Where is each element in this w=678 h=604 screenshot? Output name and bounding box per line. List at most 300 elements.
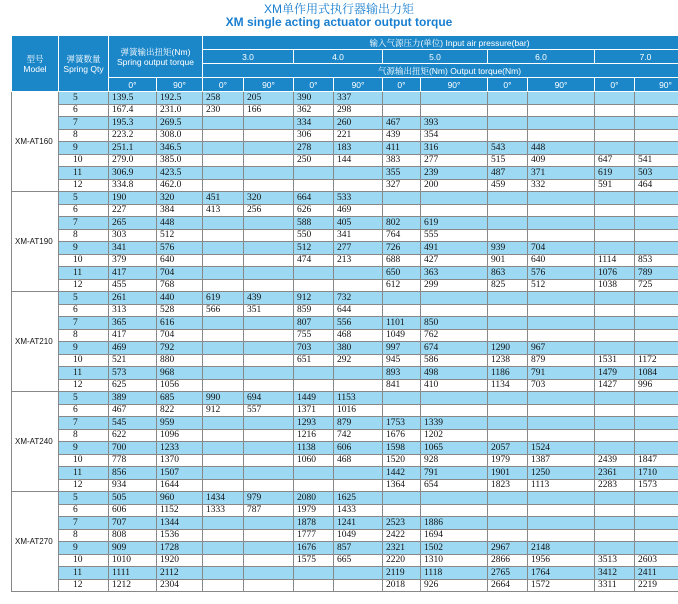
torque-cell: 619 bbox=[203, 292, 244, 305]
torque-cell bbox=[244, 317, 294, 330]
torque-cell bbox=[203, 354, 244, 367]
torque-cell: 371 bbox=[528, 167, 595, 180]
torque-cell: 787 bbox=[244, 504, 294, 517]
torque-cell: 1056 bbox=[157, 379, 203, 392]
torque-cell: 616 bbox=[157, 317, 203, 330]
torque-cell bbox=[203, 242, 244, 255]
torque-cell: 850 bbox=[421, 317, 488, 330]
torque-cell bbox=[244, 217, 294, 230]
table-row bbox=[12, 579, 678, 592]
table-row bbox=[12, 342, 678, 355]
torque-cell: 498 bbox=[421, 367, 488, 380]
torque-cell bbox=[421, 92, 488, 105]
torque-cell bbox=[595, 529, 635, 542]
torque-cell: 320 bbox=[244, 192, 294, 205]
torque-cell bbox=[294, 179, 334, 192]
angle-header-cell: 0° bbox=[383, 78, 421, 92]
torque-cell: 1449 bbox=[294, 392, 334, 405]
torque-cell bbox=[203, 217, 244, 230]
torque-cell: 1764 bbox=[528, 567, 595, 580]
torque-cell: 1502 bbox=[421, 542, 488, 555]
torque-cell: 732 bbox=[334, 292, 383, 305]
torque-cell: 413 bbox=[203, 204, 244, 217]
torque-cell bbox=[528, 417, 595, 430]
torque-cell: 260 bbox=[334, 117, 383, 130]
torque-cell bbox=[244, 542, 294, 555]
spring-qty-cell: 8 bbox=[59, 129, 109, 142]
torque-cell: 1238 bbox=[488, 354, 528, 367]
torque-cell bbox=[488, 517, 528, 530]
torque-cell: 912 bbox=[203, 404, 244, 417]
torque-cell: 512 bbox=[294, 242, 334, 255]
torque-cell: 467 bbox=[109, 404, 157, 417]
torque-cell: 341 bbox=[334, 229, 383, 242]
angle-header-cell: 90° bbox=[421, 78, 488, 92]
torque-cell: 299 bbox=[421, 279, 488, 292]
torque-cell bbox=[595, 117, 635, 130]
torque-cell bbox=[635, 392, 678, 405]
model-cell: XM-AT190 bbox=[12, 192, 59, 292]
spring-qty-cell: 11 bbox=[59, 367, 109, 380]
spring-qty-cell: 10 bbox=[59, 154, 109, 167]
torque-cell bbox=[595, 304, 635, 317]
torque-cell: 566 bbox=[203, 304, 244, 317]
torque-cell bbox=[635, 529, 678, 542]
spring-qty-cell: 10 bbox=[59, 254, 109, 267]
torque-cell: 550 bbox=[294, 229, 334, 242]
torque-cell bbox=[244, 254, 294, 267]
torque-cell bbox=[635, 442, 678, 455]
torque-cell: 1531 bbox=[595, 354, 635, 367]
torque-cell: 1920 bbox=[157, 554, 203, 567]
torque-cell bbox=[528, 317, 595, 330]
torque-cell: 250 bbox=[294, 154, 334, 167]
angle-header-cell: 0° bbox=[294, 78, 334, 92]
torque-cell: 505 bbox=[109, 492, 157, 505]
torque-cell bbox=[595, 517, 635, 530]
table-row bbox=[12, 542, 678, 555]
torque-cell: 417 bbox=[109, 267, 157, 280]
torque-cell: 1598 bbox=[383, 442, 421, 455]
torque-cell: 380 bbox=[334, 342, 383, 355]
torque-cell bbox=[421, 192, 488, 205]
torque-cell: 346.5 bbox=[157, 142, 203, 155]
table-row bbox=[12, 167, 678, 180]
torque-cell: 1434 bbox=[203, 492, 244, 505]
torque-cell: 1979 bbox=[294, 504, 334, 517]
torque-cell: 808 bbox=[109, 529, 157, 542]
torque-cell: 1010 bbox=[109, 554, 157, 567]
torque-cell bbox=[383, 204, 421, 217]
torque-cell bbox=[421, 292, 488, 305]
torque-cell: 1370 bbox=[157, 454, 203, 467]
torque-cell bbox=[203, 367, 244, 380]
torque-cell bbox=[488, 292, 528, 305]
torque-cell: 409 bbox=[528, 154, 595, 167]
torque-cell: 1507 bbox=[157, 467, 203, 480]
table-row bbox=[12, 354, 678, 367]
table-row bbox=[12, 279, 678, 292]
torque-cell: 2057 bbox=[488, 442, 528, 455]
torque-cell: 448 bbox=[157, 217, 203, 230]
torque-cell: 1111 bbox=[109, 567, 157, 580]
torque-cell bbox=[244, 279, 294, 292]
spring-qty-cell: 11 bbox=[59, 567, 109, 580]
torque-cell bbox=[244, 479, 294, 492]
torque-cell bbox=[203, 329, 244, 342]
torque-cell bbox=[203, 267, 244, 280]
torque-cell: 528 bbox=[157, 304, 203, 317]
torque-cell: 1371 bbox=[294, 404, 334, 417]
torque-cell: 363 bbox=[421, 267, 488, 280]
torque-cell: 968 bbox=[157, 367, 203, 380]
torque-cell bbox=[203, 254, 244, 267]
torque-cell: 362 bbox=[294, 104, 334, 117]
torque-cell bbox=[488, 529, 528, 542]
torque-cell: 462.0 bbox=[157, 179, 203, 192]
angle-header-cell: 90° bbox=[635, 78, 678, 92]
torque-cell: 1153 bbox=[334, 392, 383, 405]
torque-cell bbox=[528, 292, 595, 305]
torque-cell: 1065 bbox=[421, 442, 488, 455]
spring-qty-cell: 12 bbox=[59, 179, 109, 192]
torque-cell bbox=[528, 304, 595, 317]
angle-header-cell: 90° bbox=[157, 78, 203, 92]
torque-cell: 996 bbox=[635, 379, 678, 392]
torque-cell bbox=[334, 167, 383, 180]
torque-cell: 308.0 bbox=[157, 129, 203, 142]
torque-cell: 2321 bbox=[383, 542, 421, 555]
torque-cell bbox=[635, 129, 678, 142]
torque-cell: 654 bbox=[421, 479, 488, 492]
torque-cell bbox=[244, 367, 294, 380]
spring-qty-cell: 8 bbox=[59, 229, 109, 242]
torque-cell: 292 bbox=[334, 354, 383, 367]
torque-cell: 1216 bbox=[294, 429, 334, 442]
torque-cell: 573 bbox=[109, 367, 157, 380]
torque-cell: 700 bbox=[109, 442, 157, 455]
table-row bbox=[12, 442, 678, 455]
torque-cell bbox=[528, 429, 595, 442]
spring-qty-cell: 10 bbox=[59, 554, 109, 567]
torque-cell bbox=[635, 117, 678, 130]
torque-cell: 440 bbox=[157, 292, 203, 305]
torque-cell: 606 bbox=[109, 504, 157, 517]
table-row bbox=[12, 492, 678, 505]
table-row bbox=[12, 529, 678, 542]
torque-cell bbox=[595, 317, 635, 330]
pressure-header-cell: 6.0 bbox=[488, 50, 595, 64]
torque-cell: 467 bbox=[383, 117, 421, 130]
torque-cell bbox=[334, 367, 383, 380]
torque-cell: 2080 bbox=[294, 492, 334, 505]
torque-cell: 725 bbox=[635, 279, 678, 292]
torque-cell: 1060 bbox=[294, 454, 334, 467]
torque-cell bbox=[595, 129, 635, 142]
torque-cell: 334.8 bbox=[109, 179, 157, 192]
table-row bbox=[12, 404, 678, 417]
table-row bbox=[12, 192, 678, 205]
torque-cell: 912 bbox=[294, 292, 334, 305]
torque-cell: 469 bbox=[334, 204, 383, 217]
torque-cell: 2439 bbox=[595, 454, 635, 467]
torque-cell: 316 bbox=[421, 142, 488, 155]
torque-cell: 789 bbox=[635, 267, 678, 280]
torque-cell bbox=[244, 342, 294, 355]
angle-header-cell: 0° bbox=[109, 78, 157, 92]
torque-cell: 586 bbox=[421, 354, 488, 367]
table-row bbox=[12, 567, 678, 580]
torque-cell: 2967 bbox=[488, 542, 528, 555]
torque-cell: 626 bbox=[294, 204, 334, 217]
torque-cell bbox=[421, 392, 488, 405]
torque-cell bbox=[488, 492, 528, 505]
torque-cell: 619 bbox=[595, 167, 635, 180]
table-row bbox=[12, 142, 678, 155]
spring-qty-cell: 7 bbox=[59, 317, 109, 330]
torque-cell bbox=[635, 404, 678, 417]
torque-cell: 2866 bbox=[488, 554, 528, 567]
torque-cell bbox=[528, 529, 595, 542]
torque-cell bbox=[595, 329, 635, 342]
torque-cell: 468 bbox=[334, 329, 383, 342]
torque-cell: 625 bbox=[109, 379, 157, 392]
torque-cell: 320 bbox=[157, 192, 203, 205]
torque-cell: 1202 bbox=[421, 429, 488, 442]
torque-cell bbox=[421, 304, 488, 317]
table-row bbox=[12, 129, 678, 142]
torque-cell bbox=[421, 492, 488, 505]
torque-cell: 856 bbox=[109, 467, 157, 480]
spring-qty-cell: 12 bbox=[59, 279, 109, 292]
torque-cell bbox=[383, 92, 421, 105]
torque-cell bbox=[488, 392, 528, 405]
torque-cell bbox=[244, 167, 294, 180]
torque-cell: 792 bbox=[157, 342, 203, 355]
torque-cell bbox=[488, 229, 528, 242]
torque-cell: 859 bbox=[294, 304, 334, 317]
torque-cell bbox=[635, 542, 678, 555]
torque-cell: 576 bbox=[528, 267, 595, 280]
torque-cell: 640 bbox=[157, 254, 203, 267]
torque-cell: 2220 bbox=[383, 554, 421, 567]
torque-cell bbox=[595, 217, 635, 230]
torque-cell bbox=[488, 329, 528, 342]
torque-cell: 1344 bbox=[157, 517, 203, 530]
torque-cell bbox=[334, 479, 383, 492]
model-cell: XM-AT240 bbox=[12, 392, 59, 492]
torque-cell: 909 bbox=[109, 542, 157, 555]
torque-cell: 389 bbox=[109, 392, 157, 405]
torque-cell bbox=[203, 279, 244, 292]
torque-cell bbox=[203, 142, 244, 155]
torque-cell bbox=[528, 229, 595, 242]
torque-cell: 1694 bbox=[421, 529, 488, 542]
torque-cell: 704 bbox=[528, 242, 595, 255]
torque-cell: 651 bbox=[294, 354, 334, 367]
torque-cell bbox=[334, 379, 383, 392]
torque-cell: 166 bbox=[244, 104, 294, 117]
torque-cell bbox=[203, 454, 244, 467]
torque-cell: 1387 bbox=[528, 454, 595, 467]
torque-table bbox=[11, 35, 678, 592]
table-row bbox=[12, 417, 678, 430]
torque-cell bbox=[244, 579, 294, 592]
torque-cell: 555 bbox=[421, 229, 488, 242]
torque-cell: 3412 bbox=[595, 567, 635, 580]
table-row bbox=[12, 517, 678, 530]
torque-cell: 230 bbox=[203, 104, 244, 117]
torque-cell: 278 bbox=[294, 142, 334, 155]
table-row bbox=[12, 367, 678, 380]
torque-cell: 612 bbox=[383, 279, 421, 292]
torque-cell: 1138 bbox=[294, 442, 334, 455]
torque-cell: 644 bbox=[334, 304, 383, 317]
torque-cell: 1076 bbox=[595, 267, 635, 280]
torque-cell: 591 bbox=[595, 179, 635, 192]
torque-cell bbox=[334, 279, 383, 292]
torque-cell: 2523 bbox=[383, 517, 421, 530]
torque-cell bbox=[528, 329, 595, 342]
torque-cell: 863 bbox=[488, 267, 528, 280]
torque-cell: 2411 bbox=[635, 567, 678, 580]
torque-cell bbox=[488, 317, 528, 330]
spring-qty-cell: 9 bbox=[59, 142, 109, 155]
torque-cell bbox=[488, 429, 528, 442]
spring-qty-cell: 12 bbox=[59, 479, 109, 492]
torque-cell bbox=[595, 342, 635, 355]
torque-cell bbox=[595, 392, 635, 405]
torque-cell: 665 bbox=[334, 554, 383, 567]
torque-cell: 298 bbox=[334, 104, 383, 117]
torque-cell bbox=[294, 567, 334, 580]
torque-cell: 1901 bbox=[488, 467, 528, 480]
torque-cell: 459 bbox=[488, 179, 528, 192]
torque-cell: 269.5 bbox=[157, 117, 203, 130]
torque-cell: 619 bbox=[421, 217, 488, 230]
torque-cell: 901 bbox=[488, 254, 528, 267]
angle-header-cell: 0° bbox=[488, 78, 528, 92]
torque-cell bbox=[383, 504, 421, 517]
torque-cell bbox=[635, 104, 678, 117]
torque-cell: 764 bbox=[383, 229, 421, 242]
torque-cell: 778 bbox=[109, 454, 157, 467]
model-cell: XM-AT160 bbox=[12, 92, 59, 192]
table-row bbox=[12, 504, 678, 517]
torque-cell bbox=[203, 179, 244, 192]
spring-qty-cell: 5 bbox=[59, 392, 109, 405]
torque-cell bbox=[383, 304, 421, 317]
torque-cell bbox=[244, 554, 294, 567]
torque-cell: 533 bbox=[334, 192, 383, 205]
table-row bbox=[12, 454, 678, 467]
torque-cell bbox=[595, 104, 635, 117]
spring-qty-cell: 6 bbox=[59, 404, 109, 417]
table-row bbox=[12, 117, 678, 130]
torque-cell bbox=[635, 429, 678, 442]
torque-cell: 139.5 bbox=[109, 92, 157, 105]
torque-cell bbox=[595, 92, 635, 105]
torque-cell: 1956 bbox=[528, 554, 595, 567]
torque-cell: 1575 bbox=[294, 554, 334, 567]
torque-cell: 1084 bbox=[635, 367, 678, 380]
torque-cell: 239 bbox=[421, 167, 488, 180]
torque-cell: 556 bbox=[334, 317, 383, 330]
torque-cell bbox=[528, 492, 595, 505]
torque-cell: 704 bbox=[157, 267, 203, 280]
torque-cell bbox=[635, 217, 678, 230]
torque-cell: 1310 bbox=[421, 554, 488, 567]
torque-cell bbox=[488, 92, 528, 105]
torque-cell: 487 bbox=[488, 167, 528, 180]
torque-cell: 939 bbox=[488, 242, 528, 255]
torque-cell: 213 bbox=[334, 254, 383, 267]
torque-cell bbox=[635, 329, 678, 342]
torque-cell: 647 bbox=[595, 154, 635, 167]
title-chinese: XM单作用式执行器输出力矩 bbox=[263, 2, 414, 16]
torque-cell bbox=[244, 329, 294, 342]
torque-cell bbox=[383, 492, 421, 505]
torque-cell: 2603 bbox=[635, 554, 678, 567]
torque-cell bbox=[244, 179, 294, 192]
torque-cell: 1479 bbox=[595, 367, 635, 380]
torque-cell: 967 bbox=[528, 342, 595, 355]
torque-cell: 650 bbox=[383, 267, 421, 280]
torque-cell: 221 bbox=[334, 129, 383, 142]
torque-cell: 1520 bbox=[383, 454, 421, 467]
torque-cell bbox=[244, 242, 294, 255]
angle-header-cell: 0° bbox=[595, 78, 635, 92]
torque-cell: 195.3 bbox=[109, 117, 157, 130]
torque-cell: 427 bbox=[421, 254, 488, 267]
torque-cell: 1293 bbox=[294, 417, 334, 430]
torque-cell: 1777 bbox=[294, 529, 334, 542]
torque-cell: 1049 bbox=[334, 529, 383, 542]
table-body bbox=[12, 92, 678, 592]
torque-cell bbox=[244, 154, 294, 167]
torque-cell: 1101 bbox=[383, 317, 421, 330]
spring-qty-cell: 8 bbox=[59, 529, 109, 542]
torque-cell bbox=[244, 517, 294, 530]
torque-cell bbox=[203, 567, 244, 580]
torque-cell bbox=[294, 379, 334, 392]
torque-cell: 1172 bbox=[635, 354, 678, 367]
torque-cell: 279.0 bbox=[109, 154, 157, 167]
torque-cell bbox=[488, 117, 528, 130]
torque-cell bbox=[203, 129, 244, 142]
torque-cell: 515 bbox=[488, 154, 528, 167]
spring-qty-cell: 6 bbox=[59, 504, 109, 517]
table-row bbox=[12, 154, 678, 167]
torque-cell: 928 bbox=[421, 454, 488, 467]
torque-cell bbox=[203, 529, 244, 542]
torque-cell: 857 bbox=[334, 542, 383, 555]
torque-cell bbox=[528, 92, 595, 105]
torque-cell bbox=[635, 504, 678, 517]
torque-cell: 1979 bbox=[488, 454, 528, 467]
torque-cell bbox=[488, 204, 528, 217]
table-row bbox=[12, 229, 678, 242]
torque-cell bbox=[635, 242, 678, 255]
torque-cell bbox=[244, 267, 294, 280]
torque-cell bbox=[203, 342, 244, 355]
torque-cell bbox=[595, 492, 635, 505]
torque-cell: 959 bbox=[157, 417, 203, 430]
table-row bbox=[12, 292, 678, 305]
torque-cell: 997 bbox=[383, 342, 421, 355]
torque-cell bbox=[294, 467, 334, 480]
torque-cell: 3513 bbox=[595, 554, 635, 567]
